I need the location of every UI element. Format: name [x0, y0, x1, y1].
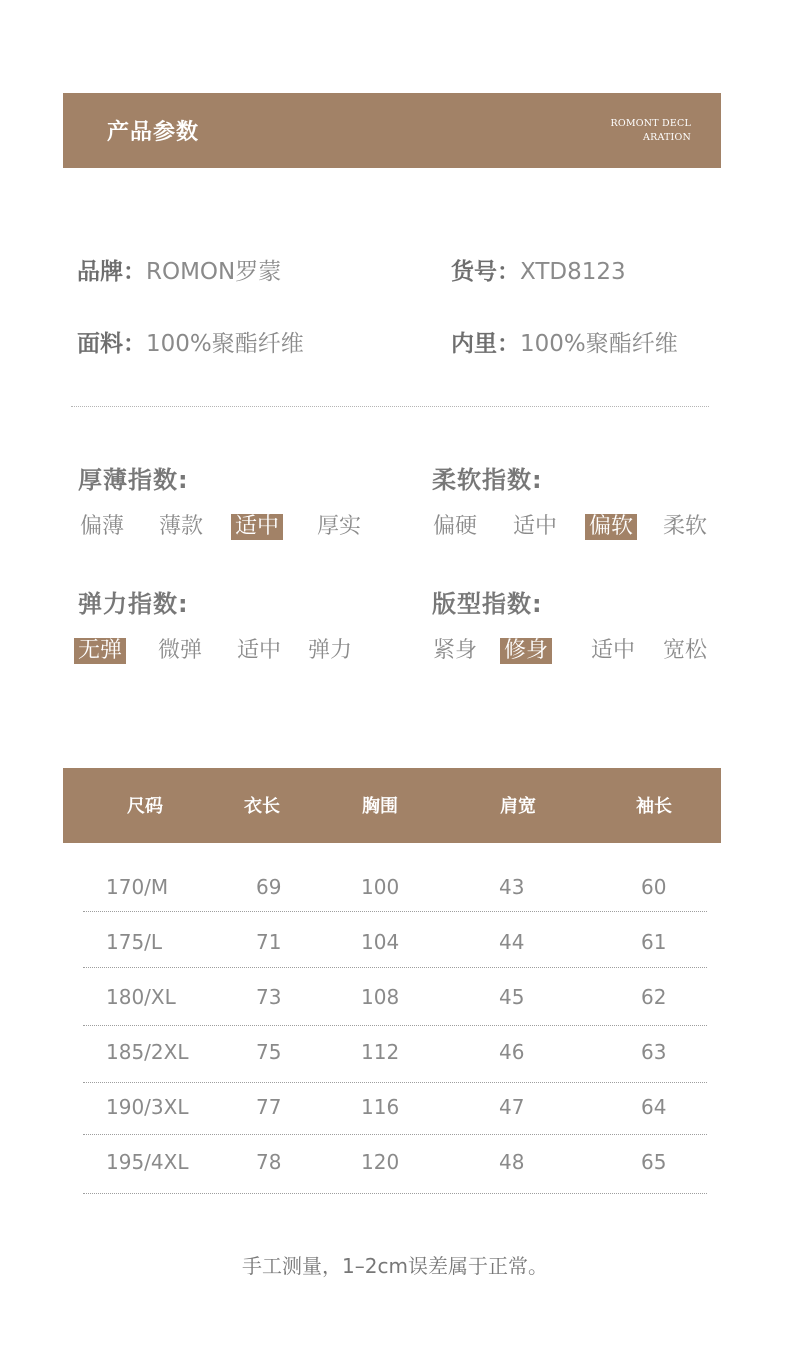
- fit-option-3: 适中: [591, 638, 636, 663]
- row-divider: [83, 1025, 707, 1026]
- cell-shoulder: 46: [499, 1040, 525, 1064]
- size-table-header: [63, 768, 721, 843]
- info-lining: [451, 325, 678, 358]
- cell-length: 78: [256, 1150, 282, 1174]
- divider: [71, 406, 709, 407]
- info-item-number-label: 货号：: [451, 259, 520, 285]
- cell-size: 185/2XL: [106, 1040, 189, 1064]
- softness-option-4: 柔软: [663, 514, 708, 539]
- cell-shoulder: 43: [499, 875, 525, 899]
- thickness-option-4: 厚实: [317, 514, 362, 539]
- row-divider: [83, 967, 707, 968]
- softness-option-2: 适中: [513, 514, 558, 539]
- thickness-option-2: 薄款: [159, 514, 204, 539]
- cell-sleeve: 61: [641, 930, 667, 954]
- cell-shoulder: 44: [499, 930, 525, 954]
- info-fabric-label: 面料：: [77, 331, 146, 357]
- info-fabric-value: 100%聚酯纤维: [146, 331, 304, 357]
- cell-chest: 108: [361, 985, 400, 1009]
- cell-shoulder: 48: [499, 1150, 525, 1174]
- cell-size: 175/L: [106, 930, 163, 954]
- info-item-number-value: XTD8123: [520, 259, 626, 285]
- cell-chest: 104: [361, 930, 400, 954]
- cell-shoulder: 45: [499, 985, 525, 1009]
- cell-chest: 112: [361, 1040, 400, 1064]
- elasticity-index-title: 弹力指数:: [78, 590, 189, 618]
- cell-length: 75: [256, 1040, 282, 1064]
- cell-chest: 116: [361, 1095, 400, 1119]
- fit-option-1: 紧身: [433, 638, 478, 663]
- column-header-sleeve: 袖长: [636, 796, 672, 817]
- cell-sleeve: 64: [641, 1095, 667, 1119]
- cell-length: 71: [256, 930, 282, 954]
- info-brand: [77, 253, 281, 286]
- cell-size: 190/3XL: [106, 1095, 189, 1119]
- row-divider: [83, 1134, 707, 1135]
- elasticity-option-3: 适中: [237, 638, 282, 663]
- section-header: [63, 93, 721, 168]
- thickness-option-1: 偏薄: [80, 514, 125, 539]
- elasticity-option-4: 弹力: [308, 638, 353, 663]
- thickness-option-3-selected: 适中: [231, 514, 283, 540]
- elasticity-option-1-selected: 无弹: [74, 638, 126, 664]
- brand-line-2: ARATION: [643, 132, 691, 143]
- cell-sleeve: 62: [641, 985, 667, 1009]
- cell-sleeve: 60: [641, 875, 667, 899]
- cell-chest: 120: [361, 1150, 400, 1174]
- info-brand-value: ROMON罗蒙: [146, 259, 282, 285]
- measurement-note: 手工测量，1–2cm误差属于正常。: [242, 1254, 548, 1278]
- cell-length: 77: [256, 1095, 282, 1119]
- row-divider: [83, 1082, 707, 1083]
- fit-option-2-selected: 修身: [500, 638, 552, 664]
- cell-shoulder: 47: [499, 1095, 525, 1119]
- column-header-shoulder: 肩宽: [500, 796, 536, 817]
- elasticity-option-2: 微弹: [158, 638, 203, 663]
- info-lining-value: 100%聚酯纤维: [520, 331, 678, 357]
- info-fabric: [77, 325, 304, 358]
- info-lining-label: 内里：: [451, 331, 520, 357]
- info-brand-label: 品牌：: [77, 259, 146, 285]
- cell-chest: 100: [361, 875, 400, 899]
- softness-option-3-selected: 偏软: [585, 514, 637, 540]
- cell-size: 180/XL: [106, 985, 176, 1009]
- fit-option-4: 宽松: [663, 638, 708, 663]
- info-item-number: [451, 253, 626, 286]
- brand-line-1: ROMONT DECL: [610, 118, 691, 129]
- cell-size: 195/4XL: [106, 1150, 189, 1174]
- brand-wordmark: [601, 117, 691, 145]
- softness-index-title: 柔软指数:: [432, 466, 543, 494]
- cell-length: 69: [256, 875, 282, 899]
- row-divider: [83, 911, 707, 912]
- cell-sleeve: 65: [641, 1150, 667, 1174]
- row-divider: [83, 1193, 707, 1194]
- cell-length: 73: [256, 985, 282, 1009]
- column-header-chest: 胸围: [362, 796, 398, 817]
- softness-option-1: 偏硬: [433, 514, 478, 539]
- section-title: 产品参数: [107, 120, 200, 145]
- column-header-length: 衣长: [244, 796, 280, 817]
- cell-size: 170/M: [106, 875, 169, 899]
- cell-sleeve: 63: [641, 1040, 667, 1064]
- column-header-size: 尺码: [127, 796, 163, 817]
- fit-index-title: 版型指数:: [432, 590, 543, 618]
- thickness-index-title: 厚薄指数:: [78, 466, 189, 494]
